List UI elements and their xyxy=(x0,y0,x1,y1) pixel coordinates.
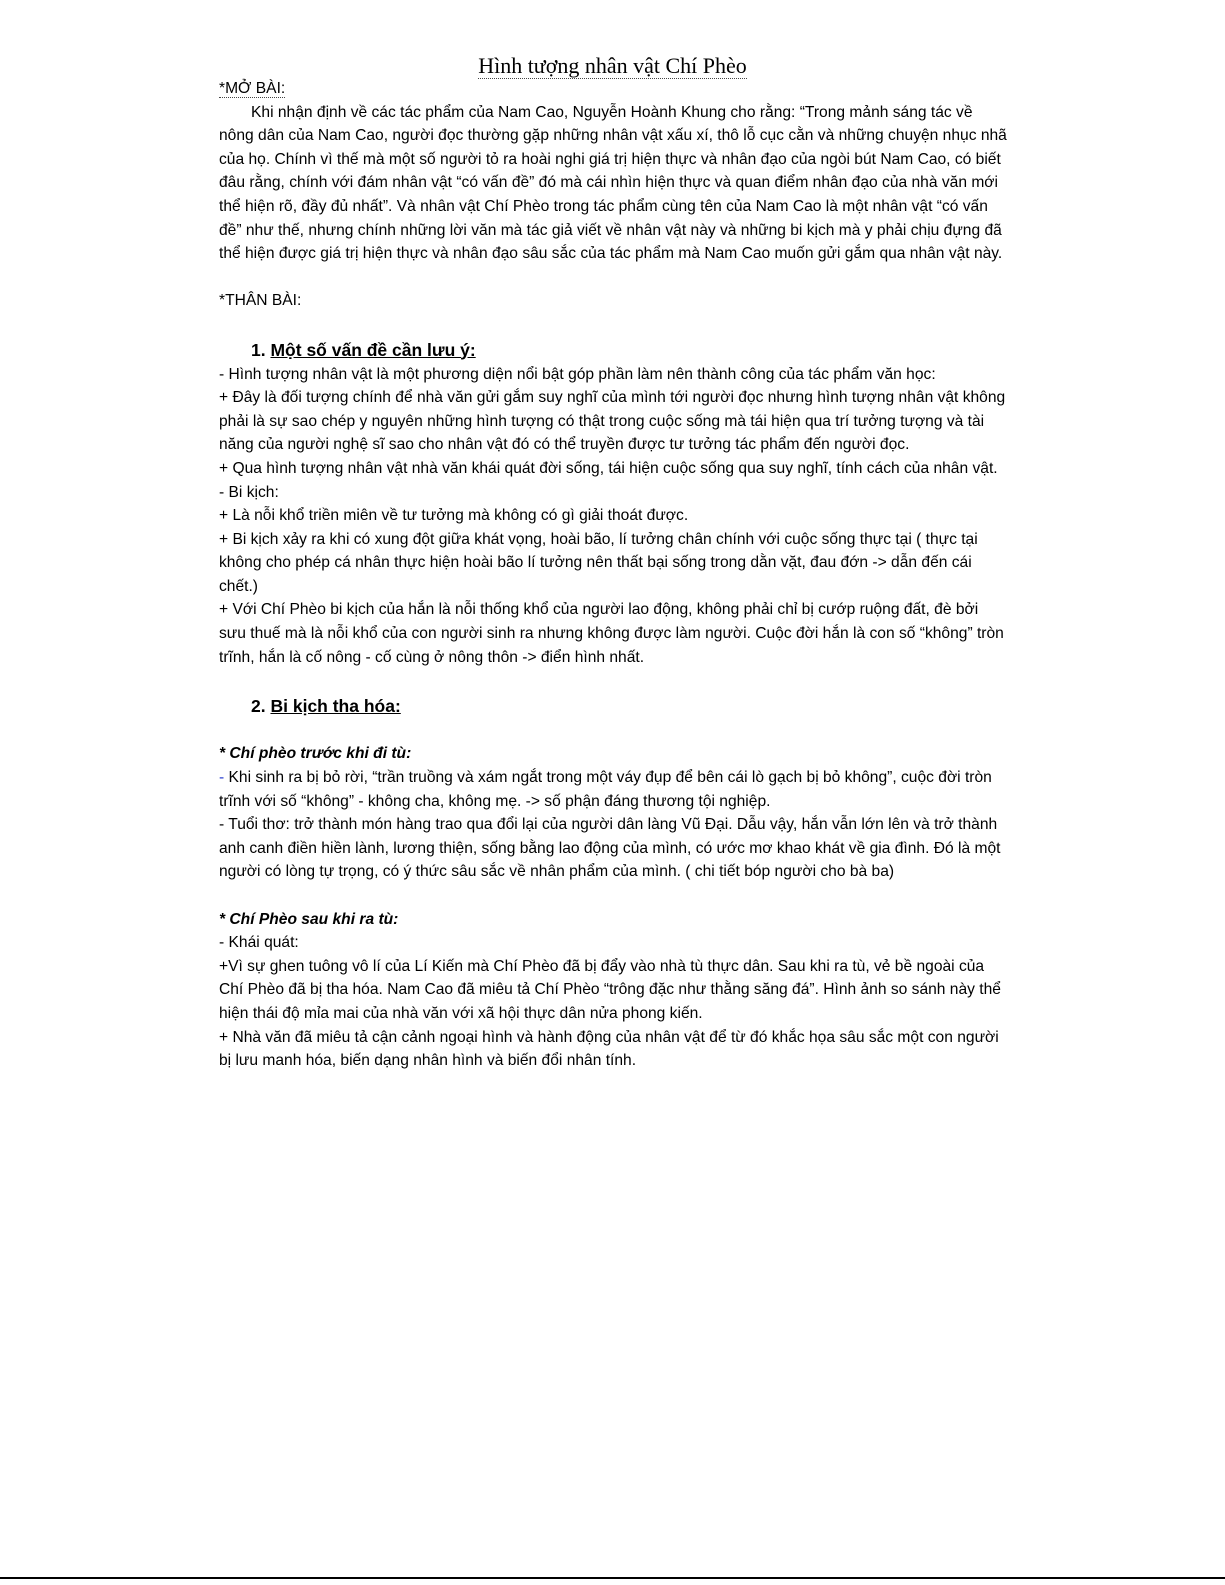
section-1-line: - Bi kịch: xyxy=(219,483,279,501)
section-1-line: + Đây là đối tượng chính để nhà văn gửi gắm suy nghĩ của mình tới người đọc nhưng hình tượng nhân vật không phải là sự sao chép y nguyên những hình tượng có thật trong cuộc sống mà tái hiện qua trí tưởng tượng và tài năng của người nghệ sĩ sao cho nhân vật đó có thể truyền được tư tưởng tác phẩm đến người đọc. xyxy=(219,389,1006,454)
section-1-line: + Là nỗi khổ triền miên về tư tưởng mà không có gì giải thoát được. xyxy=(219,507,689,525)
document-body xyxy=(219,77,1009,1073)
section-1-line: + Với Chí Phèo bi kịch của hắn là nỗi thống khổ của người lao động, không phải chỉ bị cướp ruộng đất, đè bởi sưu thuế mà là nỗi khổ của con người sinh ra nhưng không được làm người. Cuộc đời hắn là con số “không” tròn trĩnh, hắn là cố nông - cố cùng ở nông thôn -> điển hình nhất. xyxy=(219,601,1004,666)
after-prison-line: + Nhà văn đã miêu tả cận cảnh ngoại hình và hành động của nhân vật để từ đó khắc họa sâu sắc một con người bị lưu manh hóa, biến dạng nhân hình và biến đổi nhân tính. xyxy=(219,1028,999,1070)
page-bottom-rule xyxy=(0,1577,1225,1579)
section-1-line: + Qua hình tượng nhân vật nhà văn khái quát đời sống, tái hiện cuộc sống qua suy nghĩ, tính cách của nhân vật. xyxy=(219,459,998,477)
before-prison-heading: * Chí phèo trước khi đi tù: xyxy=(219,745,412,763)
mo-bai-paragraph: Khi nhận định về các tác phẩm của Nam Cao, Nguyễn Hoành Khung cho rằng: “Trong mảnh sáng tác về nông dân của Nam Cao, người đọc thường gặp những nhân vật xấu xí, thô lỗ cục cằn và những chuyện nhục nhã của họ. Chính vì thế mà một số người tỏ ra hoài nghi giá trị hiện thực và nhân đạo của ngòi bút Nam Cao, có biết đâu rằng, chính với đám nhân vật “có vấn đề” đó mà cái nhìn hiện thực và quan điểm nhân đạo của nhà văn mới thể hiện rõ, đầy đủ nhất”. Và nhân vật Chí Phèo trong tác phẩm cùng tên của Nam Cao là một nhân vật “có vấn đề” như thế, nhưng chính những lời văn mà tác giả viết về nhân vật này và những bi kịch mà y phải chịu đựng đã thể hiện được giá trị hiện thực và nhân đạo sâu sắc của tác phẩm mà Nam Cao muốn gửi gắm qua nhân vật này. xyxy=(219,103,1007,263)
before-prison-line: - Khi sinh ra bị bỏ rời, “trần truồng và xám ngắt trong một váy đụp để bên cái lò gạch bị bỏ không”, cuộc đời tròn trĩnh với số “không” - không cha, không mẹ. -> số phận đáng thương tội nghiệp. xyxy=(219,769,992,810)
mo-bai-label: *MỞ BÀI: xyxy=(219,80,286,97)
than-bai-label: *THÂN BÀI: xyxy=(219,292,302,310)
after-prison-heading: * Chí Phèo sau khi ra tù: xyxy=(219,910,399,928)
section-1-heading: 1. Một số vấn đề cần lưu ý: xyxy=(251,339,476,360)
section-1-line: + Bi kịch xảy ra khi có xung đột giữa khát vọng, hoài bão, lí tưởng chân chính với cuộc sống thực tại ( thực tại không cho phép cá nhân thực hiện hoài bão lí tưởng nên thất bại sống trong dằn vặt, đau đớn -> dẫn đến cái chết.) xyxy=(219,530,978,595)
after-prison-line: - Khái quát: xyxy=(219,934,299,952)
after-prison-line: +Vì sự ghen tuông vô lí của Lí Kiến mà Chí Phèo đã bị đẩy vào nhà tù thực dân. Sau khi ra tù, vẻ bề ngoài của Chí Phèo đã bị tha hóa. Nam Cao đã miêu tả Chí Phèo “trông đặc như thằng săng đá”. Hình ảnh so sánh này thể hiện thái độ mỉa mai của nhà văn với xã hội thực dân nửa phong kiến. xyxy=(219,957,1001,1022)
document-title: Hình tượng nhân vật Chí Phèo xyxy=(478,53,747,78)
section-1-line: - Hình tượng nhân vật là một phương diện nổi bật góp phần làm nên thành công của tác phẩm văn học: xyxy=(219,365,936,383)
before-prison-line: - Tuổi thơ: trở thành món hàng trao qua đổi lại của người dân làng Vũ Đại. Dẫu vậy, hắn vẫn lớn lên và trở thành anh canh điền hiền lành, lương thiện, sống bằng lao động của mình, có ước mơ khao khát về gia đình. Đó là một người có lòng tự trọng, có ý thức sâu sắc về nhân phẩm của mình. ( chi tiết bóp người cho bà ba) xyxy=(219,816,1001,881)
section-2-heading: 2. Bi kịch tha hóa: xyxy=(251,695,401,716)
